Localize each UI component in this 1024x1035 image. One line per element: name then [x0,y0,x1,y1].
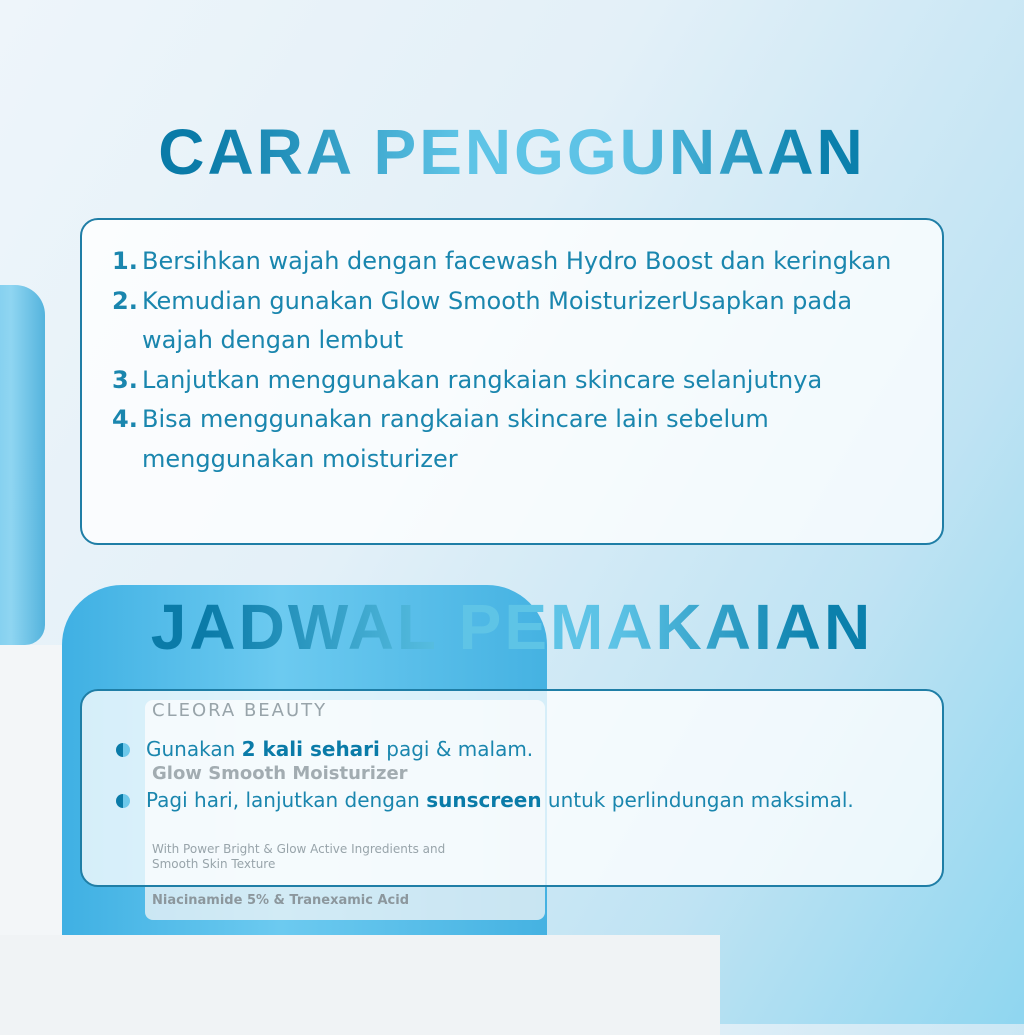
step-item: 1. Bersihkan wajah dengan facewash Hydro Boost dan keringkan [112,247,892,275]
step-item: 2. Kemudian gunakan Glow Smooth MoisturizerUsapkan pada wajah dengan lembut [112,286,853,354]
title-usage: CARA PENGGUNAAN [0,115,1024,189]
schedule-item: Pagi hari, lanjutkan dengan sunscreen untuk perlindungan maksimal. [112,788,912,813]
bullet-icon [116,743,130,757]
step-item: 4. Bisa menggunakan rangkaian skincare lain sebelum menggunakan moisturizer [112,405,769,473]
step-item: 3. Lanjutkan menggunakan rangkaian skincare selanjutnya [112,365,823,394]
pedestal [0,935,720,1035]
label-tagline: With Power Bright & Glow Active Ingredients and Smooth Skin Texture [152,842,446,871]
label-product-name: Glow Smooth Moisturizer [152,763,408,784]
title-schedule: JADWAL PEMAKAIAN [0,590,1024,664]
label-brand: CLEORA BEAUTY [152,700,328,721]
usage-steps-card [80,218,944,545]
label-ingredients: Niacinamide 5% & Tranexamic Acid [152,893,410,908]
bullet-icon [116,794,130,808]
schedule-item: Gunakan 2 kali sehari pagi & malam. [112,737,912,762]
